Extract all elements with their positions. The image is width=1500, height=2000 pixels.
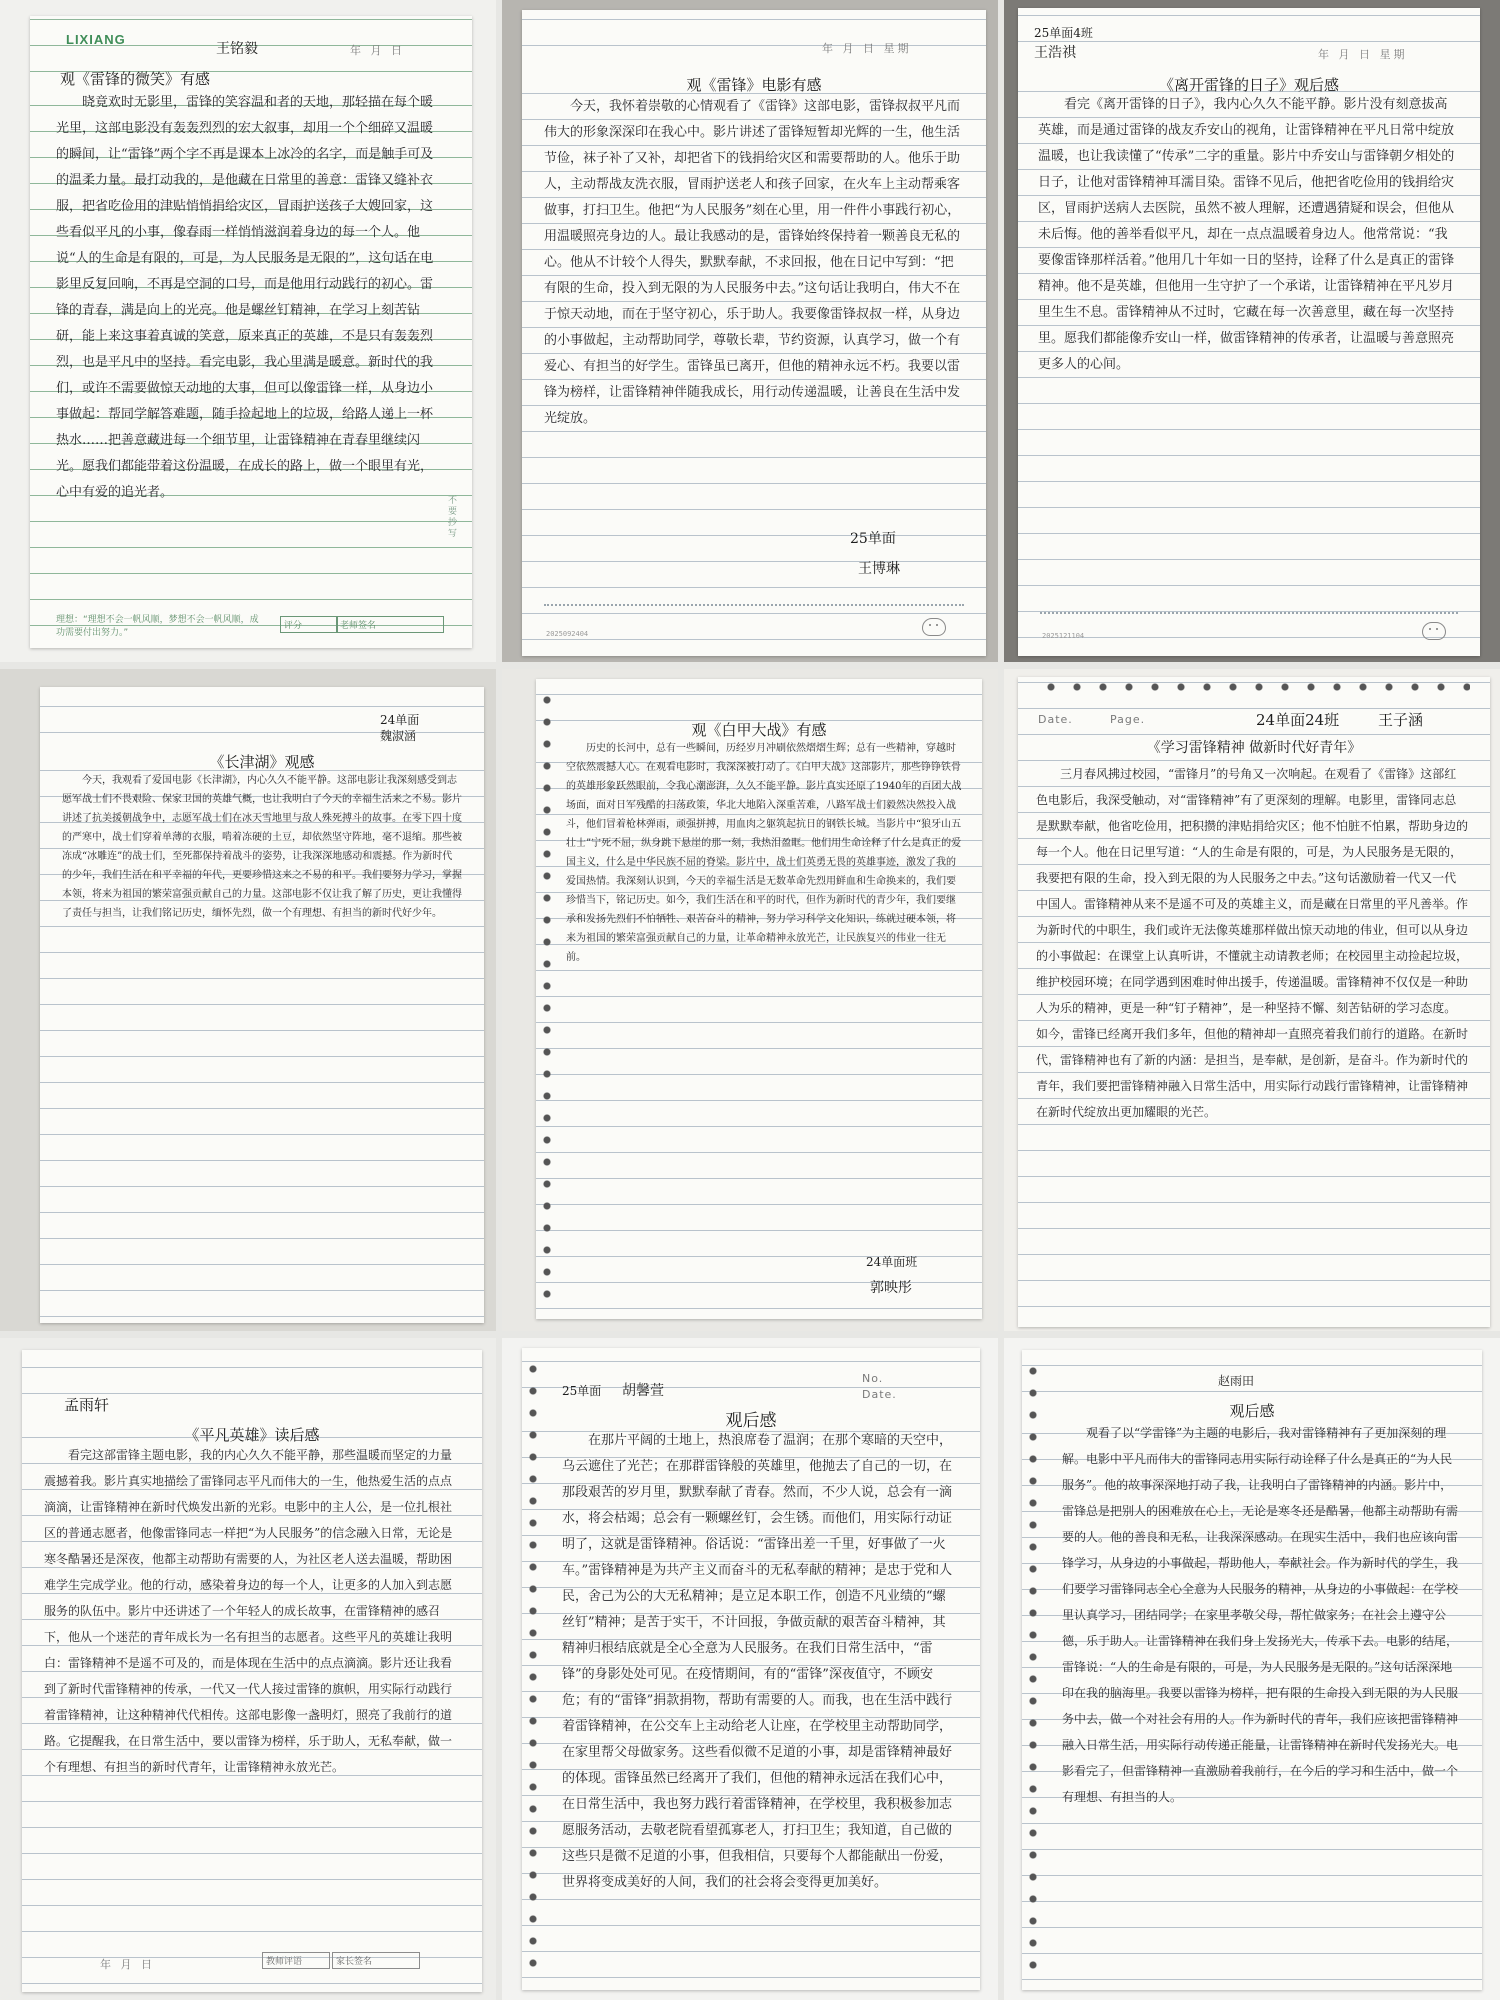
notebook-brand-logo: LIXIANG <box>66 32 126 47</box>
essay-title: 观后感 <box>725 1411 777 1431</box>
essay-title: 《平凡英雄》读后感 <box>184 1426 320 1444</box>
date-header: 年 月 日 星期 <box>1318 48 1408 61</box>
essay-sheet-8 <box>522 1348 980 1990</box>
essay-title: 《长津湖》观感 <box>209 753 315 771</box>
essay-body: 三月春风拂过校园，“雷锋月”的号角又一次响起。在观看了《雷锋》这部红色电影后，我深受触动，对“雷锋精神”有了更深刻的理解。电影里，雷锋同志总是默默奉献，他省吃俭用，把积攒的津贴捐给灾区；他不怕脏不怕累，帮助身边的每一个人。他在日记里写道：“人的生命是有限的，可是，为人民服务是无限的，我要把有限的生命，投入到无限的为人民服务之中去。”这句话激励着一代又一代中国人。雷锋精神从来不是遥不可及的英雄主义，而是藏在日常里的平凡善举。作为新时代的中职生，我们或许无法像英雄那样做出惊天动地的伟业，但可以从身边的小事做起：在课堂上认真听讲，不懂就主动请教老师；在校园里主动捡起垃圾，维护校园环境；在同学遇到困难时伸出援手，传递温暖。雷锋精神不仅仅是一种助人为乐的精神，更是一种“钉子精神”，是一种坚持不懈、刻苦钻研的学习态度。如今，雷锋已经离开我们多年，但他的精神却一直照亮着我们前行的道路。在新时代，雷锋精神也有了新的内涵：是担当，是奉献，是创新，是奋斗。作为新时代的青年，我们要把雷锋精神融入日常生活中，用实际行动践行雷锋精神，让雷锋精神在新时代绽放出更加耀眼的光芒。 <box>1036 767 1468 1119</box>
essay-body: 今天，我观看了爱国电影《长津湖》，内心久久不能平静。这部电影让我深刻感受到志愿军战士们不畏艰险、保家卫国的英雄气概，也让我明白了今天的幸福生活来之不易。影片讲述了抗美援朝战争中，志愿军战士们在冰天雪地里与敌人殊死搏斗的故事。在零下四十度的严寒中，战士们穿着单薄的衣服，啃着冻硬的土豆，却依然坚守阵地，毫不退缩。那些被冻成“冰雕连”的战士们，至死都保持着战斗的姿势，让我深深地感动和震撼。作为新时代的少年，我们生活在和平幸福的年代，更要珍惜这来之不易的和平。我们要努力学习，掌握本领，将来为祖国的繁荣富强贡献自己的力量。这部电影不仅让我了解了历史，更让我懂得了责任与担当，让我们铭记历史，缅怀先烈，做一个有理想、有担当的新时代好少年。 <box>62 775 462 919</box>
footer-quote: 理想：“理想不会一帆风顺，梦想不会一帆风顺，成功需要付出努力。” <box>56 615 259 638</box>
photo-cell-5 <box>502 669 998 1331</box>
signature: 王博琳 <box>858 561 900 577</box>
essay-sheet-6 <box>1018 677 1490 1327</box>
no-label: No. <box>862 1372 884 1385</box>
essay-body: 历史的长河中，总有一些瞬间，历经岁月冲刷依然熠熠生辉；总有一些精神，穿越时空依然震撼人心。在观看电影时，我深深被打动了。《白甲大战》这部影片，那些铮铮铁骨的英雄形象跃然眼前，令我心潮澎湃，久久不能平静。影片真实还原了1940年的百团大战场面，面对日军残酷的扫荡政策，华北大地陷入深重苦难，八路军战士们毅然决然投入战斗，他们冒着枪林弹雨，顽强拼搏，用血肉之躯筑起抗日的钢铁长城。当影片中“狼牙山五壮士”宁死不屈，纵身跳下悬崖的那一刻，我热泪盈眶。他们用生命诠释了什么是真正的爱国主义，什么是中华民族不屈的脊梁。影片中，战士们英勇无畏的英雄事迹，激发了我的爱国热情。我深刻认识到，今天的幸福生活是无数革命先烈用鲜血和生命换来的，我们要珍惜当下，铭记历史。如今，我们生活在和平的时代，但作为新时代的青少年，我们要继承和发扬先烈们不怕牺牲、艰苦奋斗的精神，努力学习科学文化知识，练就过硬本领，将来为祖国的繁荣富强贡献自己的力量，让革命精神永放光芒，让民族复兴的伟业一往无前。 <box>566 743 962 963</box>
essay-sheet-2 <box>522 10 986 656</box>
class-label: 24单面24班 <box>1256 711 1340 729</box>
page-code: 2025121104 <box>1042 632 1085 640</box>
class-label: 25单面4班 <box>1034 26 1093 40</box>
essay-sheet-4 <box>40 687 484 1323</box>
cat-doodle-icon <box>922 618 946 636</box>
photo-cell-7 <box>0 1338 496 2000</box>
page-label: Page. <box>1110 713 1146 726</box>
score-box: 评分 <box>280 616 338 633</box>
teacher-sign-box: 老师签名 <box>336 616 444 633</box>
parent-sign-box: 家长签名 <box>332 1952 420 1969</box>
essay-body: 今天，我怀着崇敬的心情观看了《雷锋》这部电影，雷锋叔叔平凡而伟大的形象深深印在我心中。影片讲述了雷锋短暂却光辉的一生，他生活节俭，袜子补了又补，却把省下的钱捐给灾区和需要帮助的人。他乐于助人，主动帮战友洗衣服，冒雨护送老人和孩子回家，在火车上主动帮乘客做事，打扫卫生。他把“为人民服务”刻在心里，用一件件小事践行初心，用温暖照亮身边的人。最让我感动的是，雷锋始终保持着一颗善良无私的心。他从不计较个人得失，默默奉献，不求回报，他在日记中写到：“把有限的生命，投入到无限的为人民服务中去。”这句话让我明白，伟大不在于惊天动地，而在于坚守初心，乐于助人。我要像雷锋叔叔一样，从身边的小事做起，主动帮助同学，尊敬长辈，节约资源，认真学习，做一个有爱心、有担当的好学生。雷锋虽已离开，但他的精神永远不朽。我要以雷锋为榜样，让雷锋精神伴随我成长，用行动传递温暖，让善良在生活中发光绽放。 <box>544 99 961 426</box>
photo-cell-6 <box>1004 669 1500 1331</box>
essay-sheet-9 <box>1022 1350 1482 1990</box>
author-name: 孟雨轩 <box>64 1396 110 1414</box>
essay-sheet-5 <box>536 679 982 1319</box>
class-label: 24单面 <box>380 713 420 727</box>
essay-title: 《离开雷锋的日子》观后感 <box>1158 76 1339 94</box>
author-name: 王铭毅 <box>216 41 258 57</box>
photo-cell-1 <box>0 0 496 662</box>
photo-cell-3 <box>1004 0 1500 662</box>
date-label: Date. <box>862 1388 897 1401</box>
essay-sheet-7 <box>22 1350 482 1992</box>
photo-cell-2 <box>502 0 998 662</box>
dotted-divider <box>544 604 964 606</box>
page-code: 2025092404 <box>546 630 589 638</box>
photo-cell-8 <box>502 1338 998 2000</box>
essay-sheet-3 <box>1018 8 1480 656</box>
signature: 郭映彤 <box>870 1280 912 1296</box>
essay-title: 观《雷锋的微笑》有感 <box>60 70 211 88</box>
essay-title: 《学习雷锋精神 做新时代好青年》 <box>1146 740 1362 756</box>
essay-title: 观后感 <box>1229 1402 1275 1420</box>
author-name: 王子涵 <box>1378 711 1424 729</box>
margin-note: 不要抄写 <box>448 496 458 539</box>
author-name: 魏淑涵 <box>380 729 417 743</box>
photo-cell-9 <box>1004 1338 1500 2000</box>
essay-title: 观《白甲大战》有感 <box>691 721 827 739</box>
essay-sheet-1 <box>30 16 472 648</box>
author-name: 赵雨田 <box>1218 1374 1255 1388</box>
class-label: 24单面班 <box>866 1255 918 1269</box>
dotted-divider <box>1040 612 1458 614</box>
author-name: 胡馨萱 <box>622 1383 664 1399</box>
essay-title: 观《雷锋》电影有感 <box>686 76 822 94</box>
essay-body: 看完《离开雷锋的日子》，我内心久久不能平静。影片没有刻意拔高英雄，而是通过雷锋的战友乔安山的视角，让雷锋精神在平凡日常中绽放温暖，也让我读懂了“传承”二字的重量。影片中乔安山与雷锋朝夕相处的日子，让他对雷锋精神耳濡目染。雷锋不见后，他把省吃俭用的钱捐给灾区，冒雨护送病人去医院，虽然不被人理解，还遭遇猜疑和误会，但他从未后悔。他的善举看似平凡，却在一点点温暖着身边人。他常常说：“我要像雷锋那样活着。”他用几十年如一日的坚持，诠释了什么是真正的雷锋精神。他不是英雄，但他用一生守护了一个承诺，让雷锋精神在平凡岁月里生生不息。雷锋精神从不过时，它藏在每一次善意里，藏在每一次坚持里。愿我们都能像乔安山一样，做雷锋精神的传承者，让温暖与善意照亮更多人的心间。 <box>1038 97 1455 372</box>
essay-body: 看完这部雷锋主题电影，我的内心久久不能平静，那些温暖而坚定的力量震撼着我。影片真实地描绘了雷锋同志平凡而伟大的一生，他热爱生活的点点滴滴，让雷锋精神在新时代焕发出新的光彩。电影中的主人公，是一位扎根社区的普通志愿者，他像雷锋同志一样把“为人民服务”的信念融入日常，无论是寒冬酷暑还是深夜，他都主动帮助有需要的人，为社区老人送去温暖，帮助困难学生完成学业。他的行动，感染着身边的每一个人，让更多的人加入到志愿服务的队伍中。影片中还讲述了一个年轻人的成长故事，在雷锋精神的感召下，他从一个迷茫的青年成长为一名有担当的志愿者。这些平凡的英雄让我明白：雷锋精神不是遥不可及的，而是体现在生活中的点点滴滴。影片还让我看到了新时代雷锋精神的传承，一代又一代人接过雷锋的旗帜，用实际行动践行着雷锋精神，让这种精神代代相传。这部电影像一盏明灯，照亮了我前行的道路。它提醒我，在日常生活中，要以雷锋为榜样，乐于助人，无私奉献，做一个有理想、有担当的新时代青年，让雷锋精神永放光芒。 <box>44 1448 453 1774</box>
essay-body: 在那片平阔的土地上，热浪席卷了温润；在那个寒暗的天空中，乌云遮住了光芒；在那群雷锋般的英雄里，他抛去了自己的一切，在那段艰苦的岁月里，默默奉献了青春。然而，不少人说，总会有一滴水，将会枯竭；总会有一颗螺丝钉，会生锈。而他们，用实际行动证明了，这就是雷锋精神。俗话说：“雷锋出差一千里，好事做了一火车。”雷锋精神是为共产主义而奋斗的无私奉献的精神；是忠于党和人民，舍己为公的大无私精神；是立足本职工作，创造不凡业绩的“螺丝钉”精神；是苦于实干，不计回报，争做贡献的艰苦奋斗精神，其精神归根结底就是全心全意为人民服务。在我们日常生活中，“雷锋”的身影处处可见。在疫情期间，有的“雷锋”深夜值守，不顾安危；有的“雷锋”捐款捐物，帮助有需要的人。而我，也在生活中践行着雷锋精神，在公交车上主动给老人让座，在学校里主动帮助同学，在家里帮父母做家务。这些看似微不足道的小事，却是雷锋精神最好的体现。雷锋虽然已经离开了我们，但他的精神永远活在我们心中，在日常生活中，我也努力践行着雷锋精神，在学校里，我积极参加志愿服务活动，去敬老院看望孤寡老人，打扫卫生；我知道，自己做的这些只是微不足道的小事，但我相信，只要每个人都能献出一份爱，世界将变成美好的人间，我们的社会将会变得更加美好。 <box>562 1433 953 1890</box>
essay-body: 观看了以“学雷锋”为主题的电影后，我对雷锋精神有了更加深刻的理解。电影中平凡而伟大的雷锋同志用实际行动诠释了什么是真正的“为人民服务”。他的故事深深地打动了我，让我明白了雷锋精神的内涵。影片中，雷锋总是把别人的困难放在心上，无论是寒冬还是酷暑，他都主动帮助有需要的人。他的善良和无私，让我深深感动。在现实生活中，我们也应该向雷锋学习，从身边的小事做起，帮助他人，奉献社会。作为新时代的学生，我们要学习雷锋同志全心全意为人民服务的精神，从身边的小事做起：在学校里认真学习，团结同学；在家里孝敬父母，帮忙做家务；在社会上遵守公德，乐于助人。让雷锋精神在我们身上发扬光大，传承下去。电影的结尾，雷锋说：“人的生命是有限的，可是，为人民服务是无限的。”这句话深深地印在我的脑海里。我要以雷锋为榜样，把有限的生命投入到无限的为人民服务中去，做一个对社会有用的人。作为新时代的青年，我们应该把雷锋精神融入日常生活，用实际行动传递正能量，让雷锋精神在新时代发扬光大。电影看完了，但雷锋精神一直激励着我前行，在今后的学习和生活中，做一个有理想、有担当的人。 <box>1062 1426 1458 1804</box>
date-footer: 年 月 日 <box>100 1958 155 1971</box>
essay-body: 晓竟欢时无影里，雷锋的笑容温和者的天地，那轻描在每个暖光里，这部电影没有轰轰烈烈的宏大叙事，却用一个个细碎又温暖的瞬间，让“雷锋”两个字不再是课本上冰冷的名字，而是触手可及的温柔力量。最打动我的，是他藏在日常里的善意：雷锋又缝补衣服，把省吃俭用的津贴悄悄捐给灾区，冒雨护送孩子大嫂回家，这些看似平凡的小事，像春雨一样悄悄滋润着身边的每一个人。他说“人的生命是有限的，可是，为人民服务是无限的”，这句话在电影里反复回响，不再是空洞的口号，而是他用行动践行的初心。雷锋的青春，满是向上的光亮。他是螺丝钉精神，在学习上刻苦钻研，能上来这事着真诚的笑意，原来真正的英雄，不是只有轰轰烈烈，也是平凡中的坚持。看完电影，我心里满是暖意。新时代的我们，或许不需要做惊天动地的大事，但可以像雷锋一样，从身边小事做起：帮同学解答难题，随手捡起地上的垃圾，给路人递上一杯热水……把善意藏进每一个细节里，让雷锋精神在青春里继续闪光。愿我们都能带着这份温暖，在成长的路上，做一个眼里有光，心中有爱的追光者。 <box>56 95 434 500</box>
teacher-comment-box: 教师评语 <box>262 1952 330 1969</box>
date-header: 年 月 日 <box>350 44 405 57</box>
cat-doodle-icon <box>1422 622 1446 640</box>
photo-cell-4 <box>0 669 496 1331</box>
class-label: 25单面 <box>562 1384 602 1398</box>
author-name: 王浩祺 <box>1034 45 1076 61</box>
date-label: Date. <box>1038 713 1073 726</box>
class-label: 25单面 <box>850 531 896 547</box>
date-header: 年 月 日 星期 <box>822 42 912 55</box>
